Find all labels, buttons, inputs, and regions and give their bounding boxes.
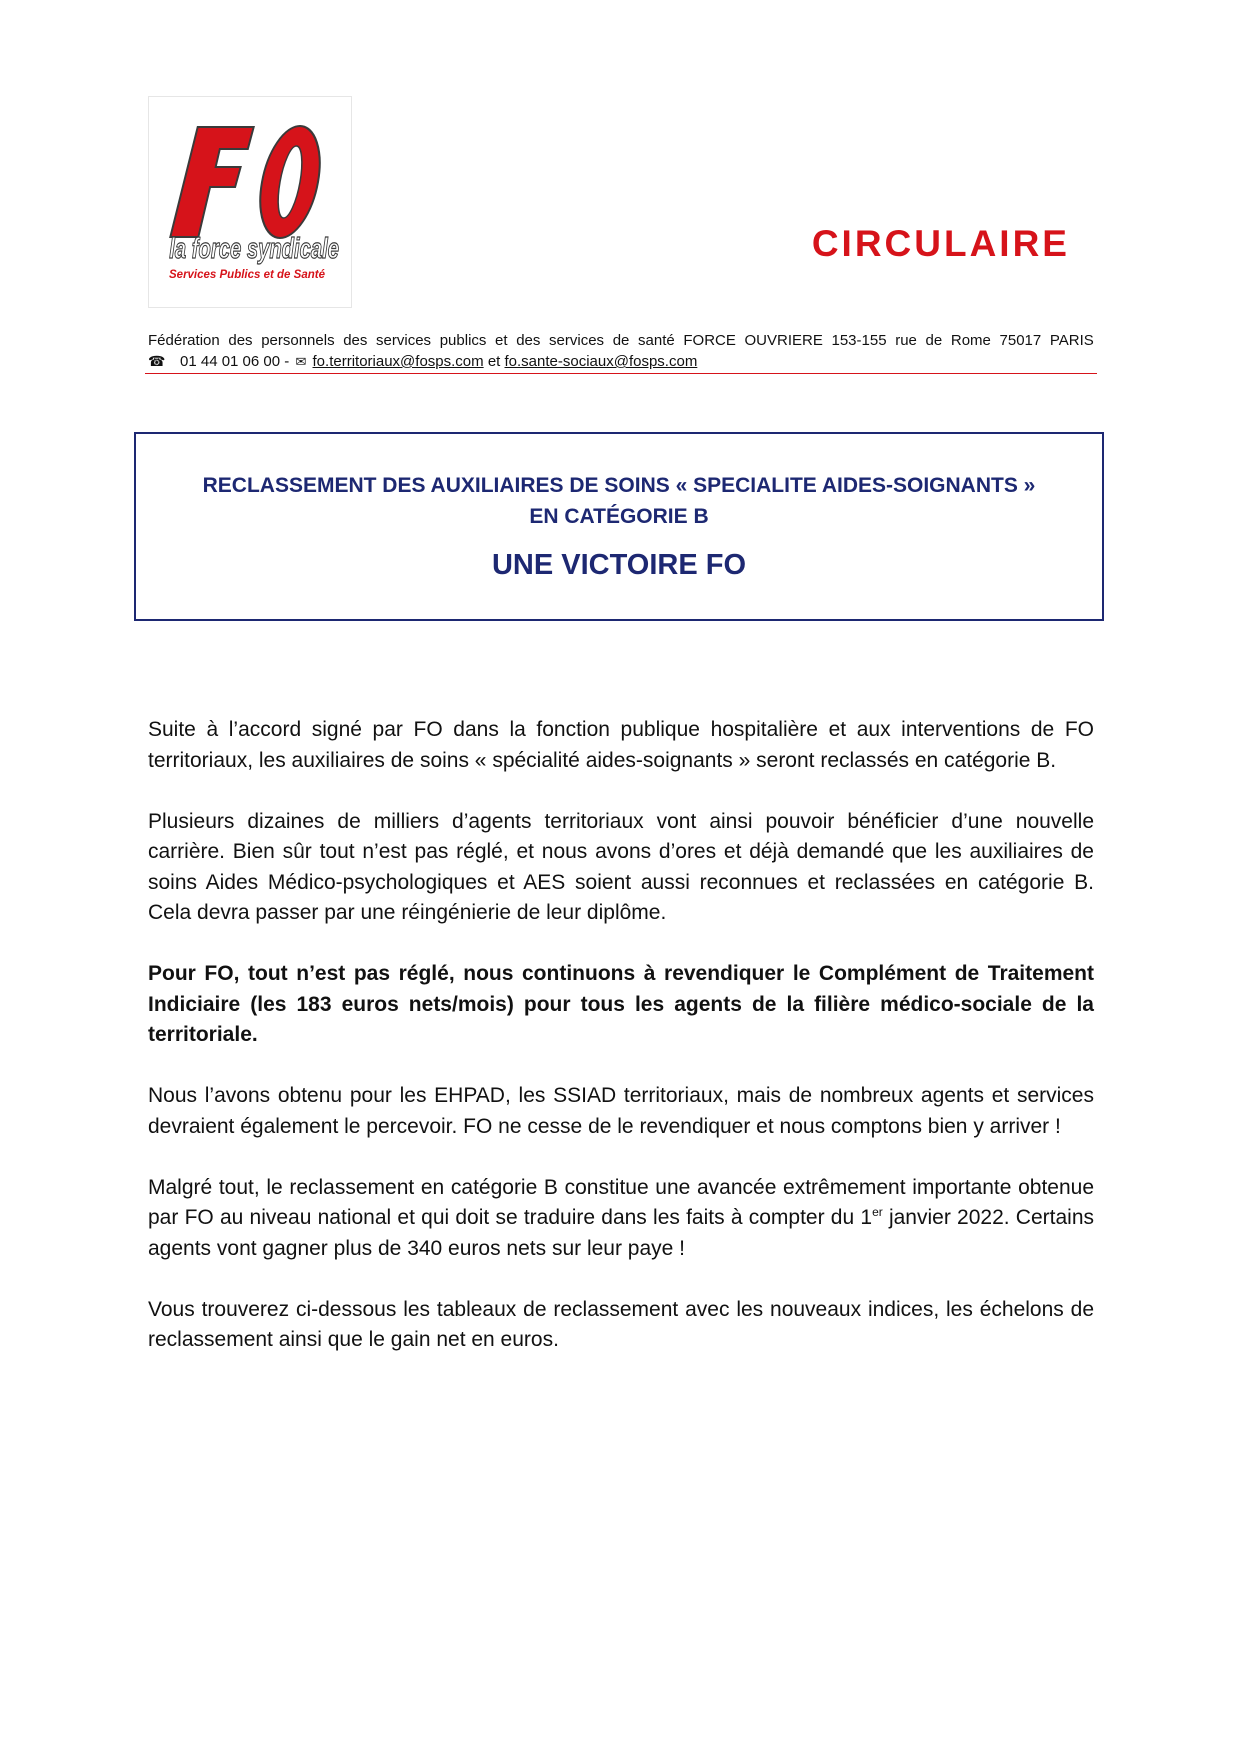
paragraph-5 — [148, 1173, 1094, 1265]
phone-number: 01 44 01 06 00 - — [180, 353, 290, 370]
federation-word: 75017 — [999, 332, 1042, 349]
title-line-1: RECLASSEMENT DES AUXILIAIRES DE SOINS « SPECIALITE AIDES-SOIGNANTS » — [202, 474, 1036, 497]
federation-word: publics — [439, 332, 487, 349]
federation-word: des — [228, 332, 253, 349]
email-sante-sociaux-link[interactable]: fo.sante-sociaux@fosps.com — [504, 353, 698, 370]
federation-word: OUVRIERE — [744, 332, 823, 349]
title-box — [134, 432, 1104, 621]
paragraph-4: Nous l’avons obtenu pour les EHPAD, les SSIAD territoriaux, mais de nombreux agents et services devraient également le percevoir. FO ne cesse de le revendiquer et nous comptons bien y arriver ! — [148, 1084, 1094, 1138]
circulaire-heading: CIRCULAIRE — [811, 223, 1070, 264]
fo-logo — [148, 96, 352, 308]
federation-line — [148, 331, 1094, 351]
federation-address — [148, 331, 1094, 372]
email-territoriaux-link[interactable]: fo.territoriaux@fosps.com — [312, 353, 484, 370]
title-line-2: EN CATÉGORIE B — [529, 505, 709, 528]
document-body — [148, 715, 1094, 1386]
telephone-icon: ☎ — [148, 353, 166, 369]
contact-line — [148, 351, 1094, 372]
paragraph-3: Pour FO, tout n’est pas réglé, nous continuons à revendiquer le Complément de Traitement Indiciaire (les 183 euros nets/mois) pour tous les agents de la filière médico-sociale de la territoriale. — [148, 962, 1094, 1046]
headline: UNE VICTOIRE FO — [491, 549, 747, 581]
federation-word: de — [612, 332, 630, 349]
federation-word: et — [495, 332, 508, 349]
fo-logo-graphic — [149, 97, 351, 307]
envelope-icon: ✉ — [295, 354, 307, 369]
federation-word: de — [925, 332, 943, 349]
logo-subline: Services Publics et de Santé — [169, 269, 325, 281]
federation-word: services — [549, 332, 605, 349]
paragraph-5-start: Malgré tout, le reclassement en catégorie B constitue une avancée extrêmement importante obtenue par FO au niveau national et qui doit se traduire dans les faits à compter du 1 — [148, 1175, 1094, 1229]
paragraph-1: Suite à l’accord signé par FO dans la fonction publique hospitalière et aux interventions de FO territoriaux, les auxiliaires de soins « spécialité aides-soignants » seront reclassés en catégorie B. — [148, 718, 1094, 772]
federation-word: PARIS — [1049, 332, 1094, 349]
federation-word: 153-155 — [831, 332, 887, 349]
federation-word: personnels — [261, 332, 335, 349]
paragraph-5-sup: er — [872, 1205, 883, 1219]
paragraph-6: Vous trouverez ci-dessous les tableaux de reclassement avec les nouveaux indices, les échelons de reclassement ainsi que le gain net en euros. — [148, 1297, 1094, 1351]
and-word: et — [487, 353, 501, 370]
logo-tagline: la force syndicale — [169, 233, 340, 266]
federation-word: services — [376, 332, 432, 349]
federation-word: Rome — [950, 332, 991, 349]
federation-word: rue — [895, 332, 917, 349]
red-divider — [145, 373, 1097, 374]
federation-word: des — [516, 332, 541, 349]
federation-word: Fédération — [148, 332, 220, 349]
federation-word: des — [343, 332, 368, 349]
federation-word: FORCE — [683, 332, 736, 349]
paragraph-5-end: janvier 2022. Certains agents vont gagner plus de 340 euros nets sur leur paye ! — [148, 1206, 1094, 1260]
paragraph-2: Plusieurs dizaines de milliers d’agents territoriaux vont ainsi pouvoir bénéficier d’une nouvelle carrière. Bien sûr tout n’est pas réglé, et nous avons d’ores et déjà demandé que les auxiliaires de soins Aides Médico-psychologiques et AES soient aussi reconnues et reclassées en catégorie B. Cela devra passer par une réingénierie de leur diplôme. — [148, 809, 1094, 924]
federation-word: santé — [638, 332, 675, 349]
